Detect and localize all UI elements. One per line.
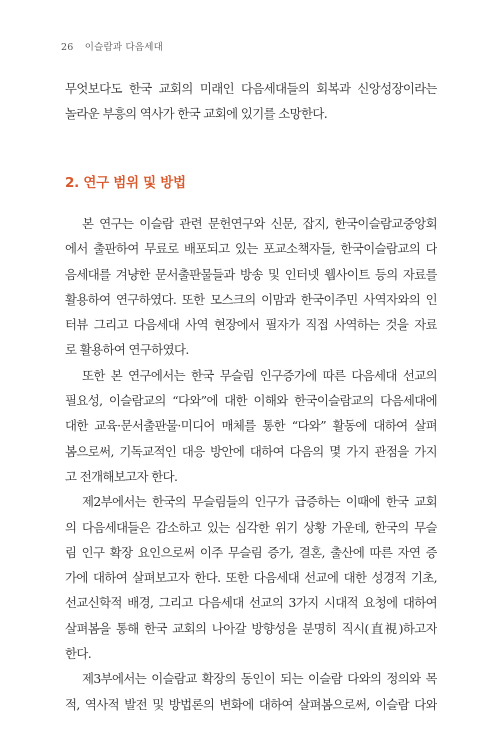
intro-paragraph [65,76,437,127]
body-paragraph-4 [65,666,437,717]
running-header [61,39,163,53]
text-line: 봄으로써, 기독교적인 대응 방안에 대하여 다음의 몇 가지 관점을 가지 [65,443,437,459]
text-line: 가에 대하여 살펴보고자 한다. 또한 다음세대 선교에 대한 성경적 기초, [65,570,437,586]
running-title: 이슬람과 다음세대 [84,42,163,53]
text-line: 제2부에서는 한국의 무슬림들의 인구가 급증하는 이때에 한국 교회 [82,494,437,510]
text-line: 활용하여 연구하였다. 또한 모스크의 이맘과 한국이주민 사역자와의 인 [65,291,437,307]
text-line: 본 연구는 이슬람 관련 문헌연구와 신문, 잡지, 한국이슬람교중앙회 [82,216,437,231]
text-line: 음세대를 겨냥한 문서출판물들과 방송 및 인터넷 웹사이트 등의 자료를 [65,266,437,282]
text-line: 적, 역사적 발전 및 방법론의 변화에 대하여 살펴봄으로써, 이슬람 다와 [65,696,437,712]
text-line: 대한 교육·문서출판물·미디어 매체를 통한 “다와” 활동에 대하여 살펴 [65,418,437,434]
section-heading: 2. 연구 범위 및 방법 [65,175,186,191]
text-line: 림 인구 확장 요인으로써 이주 무슬림 증가, 결혼, 출산에 따른 자연 증 [65,544,437,560]
text-line: 의 다음세대들은 감소하고 있는 심각한 위기 상황 가운데, 한국의 무슬 [65,519,437,535]
text-line: 살펴봄을 통해 한국 교회의 나아갈 방향성을 분명히 직시(直視)하고자 [65,620,437,636]
body-paragraph-3 [65,489,437,666]
body-paragraph-1 [65,211,437,363]
text-line: 제3부에서는 이슬람교 확장의 동인이 되는 이슬람 다와의 정의와 목 [82,671,437,687]
text-line: 무엇보다도 한국 교회의 미래인 다음세대들의 회복과 신앙성장이라는 [65,81,437,96]
text-line: 또한 본 연구에서는 한국 무슬림 인구증가에 따른 다음세대 선교의 [82,367,437,383]
body-paragraph-2 [65,363,437,489]
text-line: 고 전개해보고자 한다. [65,468,178,484]
text-line: 선교신학적 배경, 그리고 다음세대 선교의 3가지 시대적 요청에 대하여 [65,595,437,611]
text-line: 로 활용하여 연구하였다. [65,342,189,358]
text-line: 한다. [65,646,92,662]
text-line: 놀라운 부흥의 역사가 한국 교회에 있기를 소망한다. [65,106,328,122]
text-line: 에서 출판하여 무료로 배포되고 있는 포교소책자들, 한국이슬람교의 다 [65,241,437,257]
page-number: 26 [61,42,74,53]
text-line: 필요성, 이슬람교의 “다와”에 대한 이해와 한국이슬람교의 다음세대에 [65,393,437,409]
text-line: 터뷰 그리고 다음세대 사역 현장에서 필자가 직접 사역하는 것을 자료 [65,317,437,333]
